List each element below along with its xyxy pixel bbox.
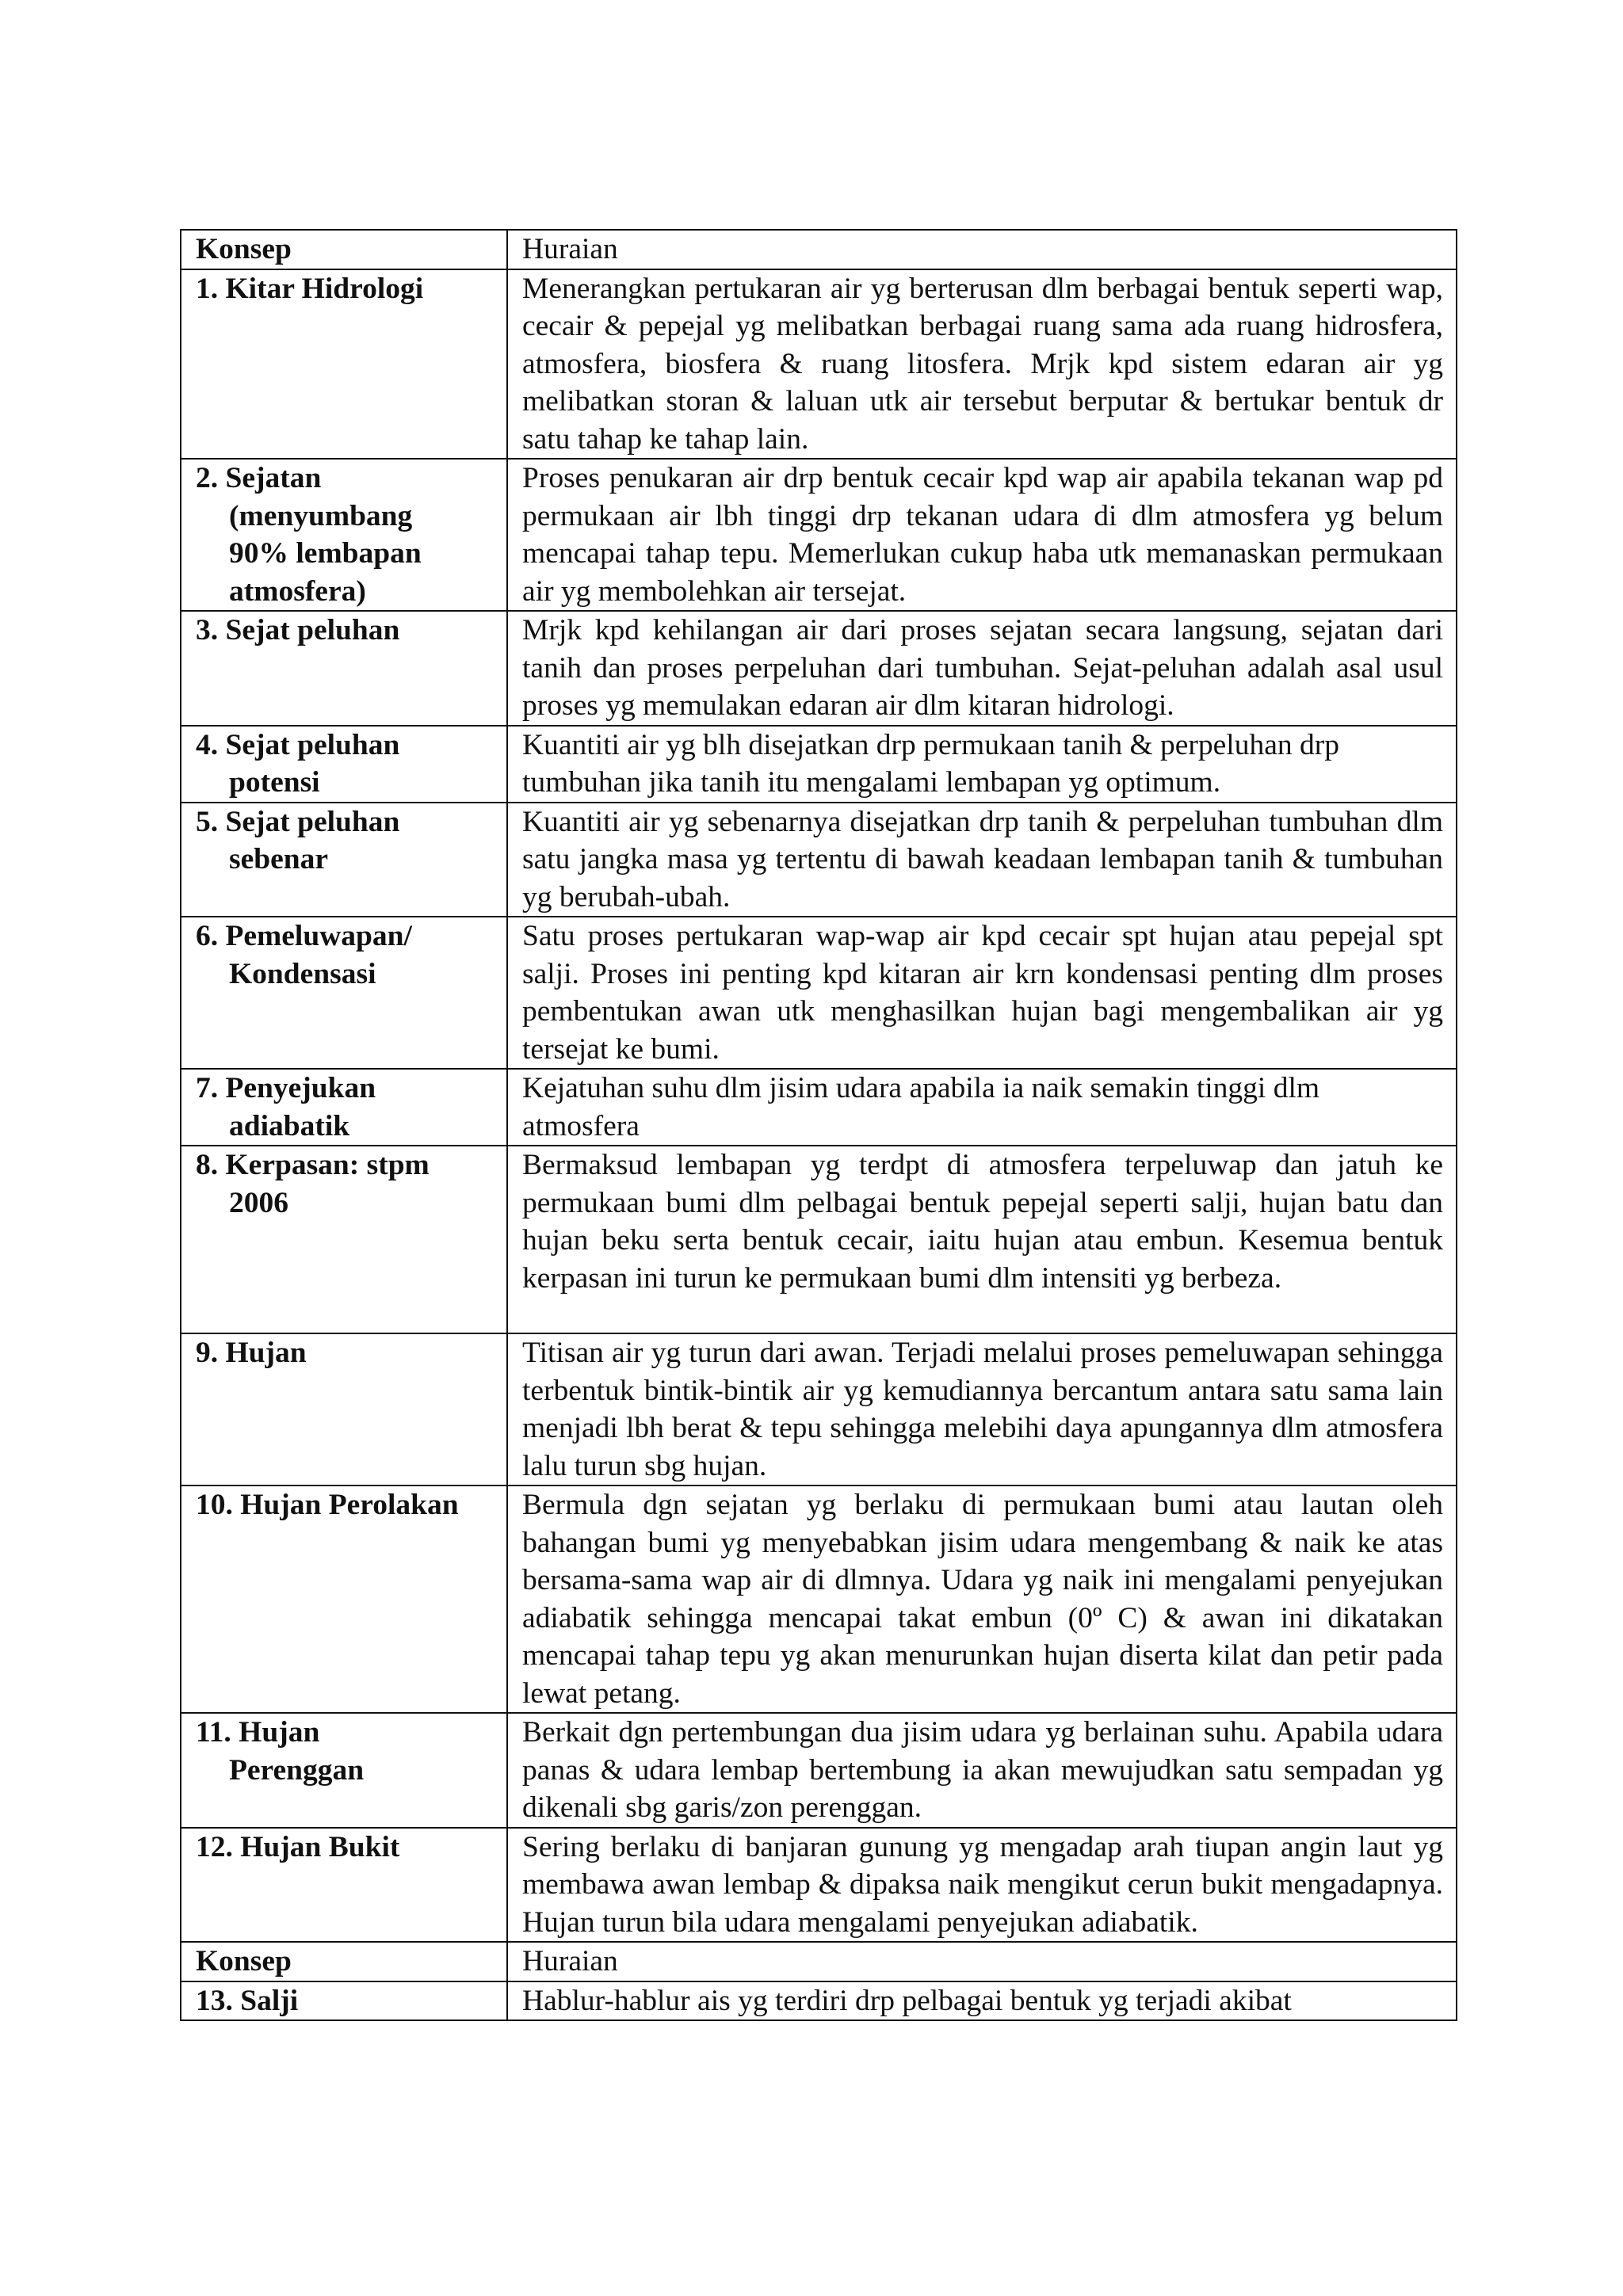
concept-label-line: potensi — [229, 766, 320, 799]
concept-cell — [181, 917, 507, 1069]
description-cell: Kuantiti air yg sebenarnya disejatkan drp tanih & perpeluhan tumbuhan dlm satu jangka masa yg tertentu di bawah keadaan lembapan tanih & tumbuhan yg berubah-ubah. — [507, 803, 1457, 917]
header-description: Huraian — [507, 1942, 1457, 1981]
table-row — [181, 803, 1457, 917]
concept-cell — [181, 726, 507, 803]
concept-cell — [181, 1713, 507, 1828]
concept-label: 4. Sejat peluhan — [196, 728, 400, 761]
table-row — [181, 726, 1457, 803]
concept-label: 7. Penyejukan — [196, 1072, 376, 1104]
concept-label-line: 2006 — [229, 1186, 288, 1219]
description-cell: Kuantiti air yg blh disejatkan drp permukaan tanih & perpeluhan drp tumbuhan jika tanih itu mengalami lembapan yg optimum. — [507, 726, 1457, 803]
description-cell: Titisan air yg turun dari awan. Terjadi melalui proses pemeluwapan sehingga terbentuk bintik-bintik air yg kemudiannya bercantum antara satu sama lain menjadi lbh berat & tepu sehingga melebihi daya apungannya dlm atmosfera lalu turun sbg hujan. — [507, 1333, 1457, 1486]
concept-label: 9. Hujan — [196, 1337, 307, 1369]
concept-label: 3. Sejat peluhan — [196, 614, 400, 646]
concept-cell — [181, 1146, 507, 1333]
table-row — [181, 459, 1457, 611]
concept-label: 13. Salji — [196, 1984, 299, 2017]
concept-cell — [181, 269, 507, 460]
concept-label: 8. Kerpasan: stpm — [196, 1149, 430, 1181]
description-cell: Menerangkan pertukaran air yg berterusan dlm berbagai bentuk seperti wap, cecair & pepejal yg melibatkan berbagai ruang sama ada ruang hidrosfera, atmosfera, biosfera & ruang litosfera. Mrjk kpd sistem edaran air yg melibatkan storan & laluan utk air tersebut berputar & bertukar bentuk dr satu tahap ke tahap lain. — [507, 269, 1457, 460]
concept-cell — [181, 1333, 507, 1486]
blank-line — [522, 1297, 1443, 1333]
concept-label: 5. Sejat peluhan — [196, 805, 400, 838]
concept-cell — [181, 1828, 507, 1943]
concept-label: 1. Kitar Hidrologi — [196, 272, 424, 305]
concept-label: 2. Sejatan — [196, 462, 322, 494]
table-row — [181, 1713, 1457, 1828]
concept-label: 10. Hujan Perolakan — [196, 1489, 459, 1521]
concept-cell — [181, 1069, 507, 1146]
concept-label: 6. Pemeluwapan/ — [196, 920, 412, 952]
table-row — [181, 1981, 1457, 2021]
description-cell: Berkait dgn pertembungan dua jisim udara yg berlainan suhu. Apabila udara panas & udara lembap bertembung ia akan mewujudkan satu sempadan yg dikenali sbg garis/zon perenggan. — [507, 1713, 1457, 1828]
table-row — [181, 611, 1457, 726]
table-row — [181, 1069, 1457, 1146]
header-concept: Konsep — [181, 230, 507, 269]
concept-label-line: 90% lembapan — [229, 537, 422, 570]
concept-label-line: Perenggan — [229, 1753, 365, 1787]
concept-cell — [181, 611, 507, 726]
table-row — [181, 1828, 1457, 1943]
concept-label: 12. Hujan Bukit — [196, 1830, 400, 1863]
concept-label-line: adiabatik — [229, 1109, 350, 1142]
table-header-row — [181, 230, 1457, 269]
table-row — [181, 1146, 1457, 1333]
concept-label-line: sebenar — [229, 843, 328, 875]
description-cell: Proses penukaran air drp bentuk cecair kpd wap air apabila tekanan wap pd permukaan air lbh tinggi drp tekanan udara di dlm atmosfera yg belum mencapai tahap tepu. Memerlukan cukup haba utk memanaskan permukaan air yg membolehkan air tersejat. — [507, 459, 1457, 611]
description-cell: Hablur-hablur ais yg terdiri drp pelbagai bentuk yg terjadi akibat — [507, 1981, 1457, 2021]
concept-cell — [181, 459, 507, 611]
table-row — [181, 1486, 1457, 1713]
concept-cell — [181, 803, 507, 917]
concept-label-line: Kondensasi — [229, 957, 376, 990]
description-cell: Satu proses pertukaran wap-wap air kpd cecair spt hujan atau pepejal spt salji. Proses ini penting kpd kitaran air krn kondensasi penting dlm proses pembentukan awan utk menghasilkan hujan bagi mengembalikan air yg tersejat ke bumi. — [507, 917, 1457, 1069]
table-row — [181, 917, 1457, 1069]
description-cell: Sering berlaku di banjaran gunung yg mengadap arah tiupan angin laut yg membawa awan lembap & dipaksa naik mengikut cerun bukit mengadapnya. Hujan turun bila udara mengalami penyejukan adiabatik. — [507, 1828, 1457, 1943]
concept-cell — [181, 1486, 507, 1713]
table-row — [181, 1333, 1457, 1486]
header-description: Huraian — [507, 230, 1457, 269]
concept-label-line: atmosfera) — [229, 574, 366, 608]
description-cell: Mrjk kpd kehilangan air dari proses sejatan secara langsung, sejatan dari tanih dan proses perpeluhan dari tumbuhan. Sejat-peluhan adalah asal usul proses yg memulakan edaran air dlm kitaran hidrologi. — [507, 611, 1457, 726]
description-cell — [507, 1146, 1457, 1333]
table-header-row-repeat — [181, 1942, 1457, 1981]
concept-table — [180, 229, 1457, 2021]
header-concept: Konsep — [181, 1942, 507, 1981]
concept-cell — [181, 1981, 507, 2021]
concept-label-line: (menyumbang — [229, 499, 413, 532]
table-row — [181, 269, 1457, 460]
description-cell: Kejatuhan suhu dlm jisim udara apabila ia naik semakin tinggi dlm atmosfera — [507, 1069, 1457, 1146]
concept-label: 11. Hujan — [196, 1716, 320, 1749]
description-text: Bermaksud lembapan yg terdpt di atmosfera terpeluwap dan jatuh ke permukaan bumi dlm pelbagai bentuk pepejal seperti salji, hujan batu dan hujan beku serta bentuk cecair, iaitu hujan atau embun. Kesemua bentuk kerpasan ini turun ke permukaan bumi dlm intensiti yg berbeza. — [522, 1149, 1443, 1295]
description-cell: Bermula dgn sejatan yg berlaku di permukaan bumi atau lautan oleh bahangan bumi yg menyebabkan jisim udara mengembang & naik ke atas bersama-sama wap air di dlmnya. Udara yg naik ini mengalami penyejukan adiabatik sehingga mencapai takat embun (0º C) & awan ini dikatakan mencapai tahap tepu yg akan menurunkan hujan diserta kilat dan petir pada lewat petang. — [507, 1486, 1457, 1713]
